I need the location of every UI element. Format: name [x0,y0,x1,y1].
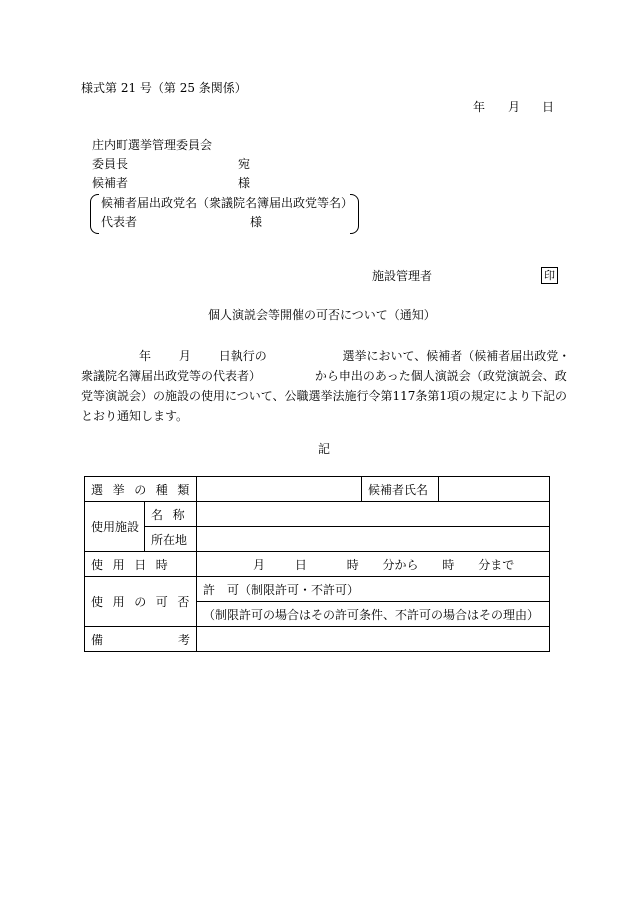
date-day: 日 [542,100,555,114]
table-row [85,477,550,502]
value-permission[interactable]: 許 可（制限許可・不許可） [197,577,550,602]
body-paragraph [81,346,571,426]
table-row [85,577,550,602]
ki-mark: 記 [318,442,331,456]
label-election-type: 選挙の種類 [85,477,197,502]
seal-mark: 印 [541,267,558,284]
table-row [85,627,550,652]
value-facility-address[interactable] [197,527,550,552]
addressee-candidate: 候補者 [92,176,129,190]
table-row [85,502,550,527]
label-permission: 使用の可否 [85,577,197,627]
body-year: 年 [139,349,152,363]
label-facility: 使用施設 [85,502,145,552]
table-row [85,527,550,552]
body-line-4: とおり通知します。 [81,409,189,423]
dt-day: 日 [294,557,307,572]
value-datetime[interactable] [197,552,550,577]
label-datetime: 使用日時 [85,552,197,577]
dt-hour-to: 時 [442,557,455,572]
dt-minute-to: 分まで [478,557,515,572]
addressee-party-name: 候補者届出政党名（衆議院名簿届出政党等名） [101,196,354,210]
date-year: 年 [473,100,486,114]
body-day-exec: 日執行の [218,349,267,363]
body-line-2a: 衆議院名簿届出政党等の代表者） [81,369,262,383]
value-facility-name[interactable] [197,502,550,527]
notice-table [84,476,550,652]
body-line-2 [81,366,567,386]
sender-title: 施設管理者 [372,269,433,283]
addressee-representative: 代表者 [101,215,138,229]
addressee-candidate-honorific: 様 [238,176,251,190]
document-title: 個人演説会等開催の可否について（通知） [208,308,436,322]
label-candidate-name: 候補者氏名 [362,477,439,502]
body-line-3: 党等演説会）の施設の使用について、公職選挙法施行令第117条第1項の規定により下記の [81,389,568,403]
date-month: 月 [508,100,521,114]
label-remarks: 備考 [85,627,197,652]
label-facility-name: 名称 [145,502,197,527]
addressee-chairman: 委員長 [92,157,129,171]
value-election-type[interactable] [197,477,362,502]
form-number: 様式第 21 号（第 25 条関係） [81,81,247,95]
table-row [85,552,550,577]
dt-minute-from: 分から [382,557,419,572]
body-line-1 [81,346,571,366]
value-remarks[interactable] [197,627,550,652]
dt-hour-from: 時 [346,557,359,572]
label-facility-address: 所在地 [145,527,197,552]
value-permission-note[interactable]: （制限許可の場合はその許可条件、不許可の場合はその理由） [197,602,550,627]
body-month: 月 [178,349,191,363]
body-line-2b: から申出のあった個人演説会（政党演説会、政 [314,369,567,383]
left-bracket [90,194,99,234]
body-election: 選挙において、候補者（候補者届出政党・ [342,349,571,363]
dt-month: 月 [253,557,266,572]
addressee-committee: 庄内町選挙管理委員会 [92,138,213,152]
addressee-representative-honorific: 様 [250,215,263,229]
value-candidate-name[interactable] [439,477,550,502]
addressee-chairman-honorific: 宛 [238,157,251,171]
